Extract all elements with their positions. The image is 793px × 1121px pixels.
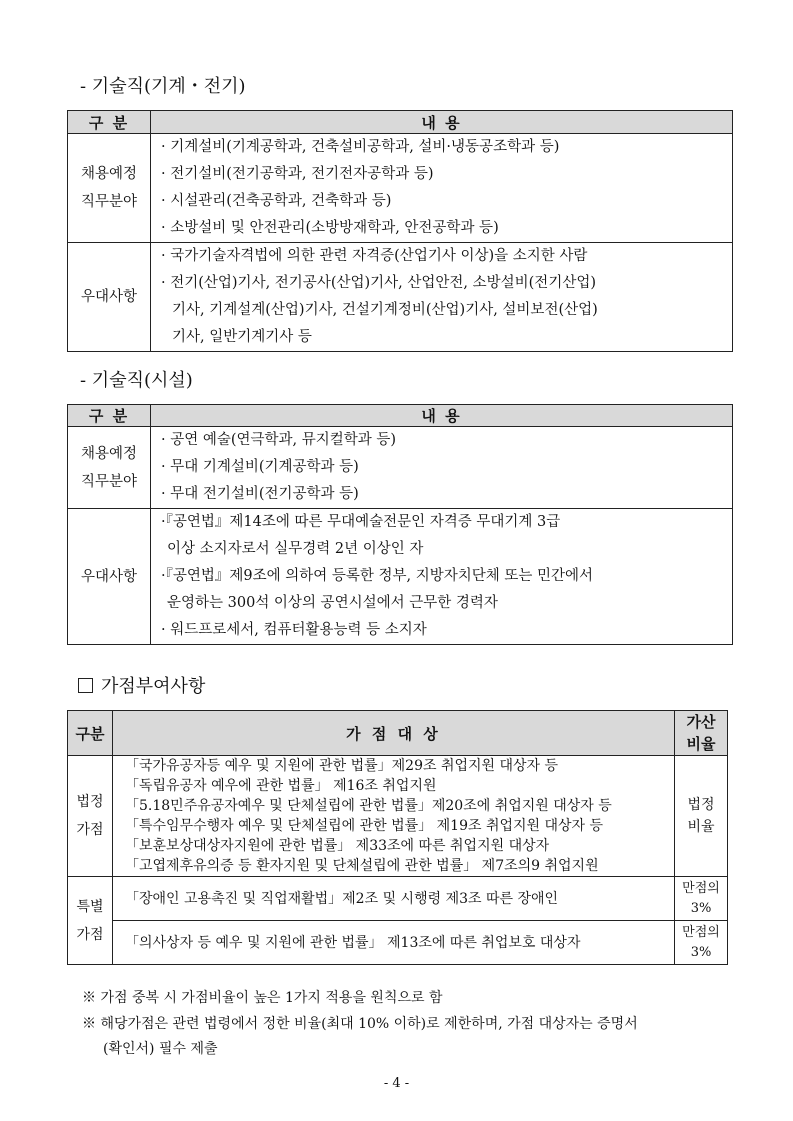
preference-cell xyxy=(151,243,733,352)
row-label-special: 특별 가점 xyxy=(68,877,113,965)
list-item: ·『공연법』제14조에 따른 무대예술전문인 자격증 무대기계 3급 xyxy=(161,514,561,530)
row-label-legal: 법정 가점 xyxy=(68,756,113,877)
job-field-cell xyxy=(151,427,733,509)
section-heading-facility: - 기술직(시설) xyxy=(80,370,193,391)
legal-rate-cell: 법정 비율 xyxy=(675,756,728,877)
list-item: 「독립유공자 예우에 관한 법률」 제16조 취업지원 xyxy=(125,778,437,794)
list-item: 「특수임무수행자 예우 및 단체설립에 관한 법률」 제19조 취업지원 대상자 등 xyxy=(125,818,604,834)
note-duplicate-bonus: ※ 가점 중복 시 가점비율이 높은 1가지 적용을 원칙으로 함 xyxy=(82,990,443,1006)
note-bonus-limit-cont: (확인서) 필수 제출 xyxy=(103,1041,218,1057)
checkbox-square-icon xyxy=(78,678,93,693)
col-header-category: 구분 xyxy=(68,711,113,756)
list-item: 이상 소지자로서 실무경력 2년 이상인 자 xyxy=(167,541,424,557)
list-item: · 공연 예술(연극학과, 뮤지컬학과 등) xyxy=(161,432,397,448)
list-item: 「5.18민주유공자예우 및 단체설립에 관한 법률」제20조에 취업지원 대상자 등 xyxy=(125,798,612,814)
list-item: 「국가유공자등 예우 및 지원에 관한 법률」제29조 취업지원 대상자 등 xyxy=(125,758,559,774)
list-item: · 시설관리(건축공학과, 건축학과 등) xyxy=(161,193,392,209)
section-heading-mechanical-electrical: - 기술직(기계・전기) xyxy=(80,76,246,97)
section-heading-bonus: 가점부여사항 xyxy=(78,672,205,698)
row-label-preference: 우대사항 xyxy=(68,243,151,352)
list-item: · 국가기술자격법에 의한 관련 자격증(산업기사 이상)을 소지한 사람 xyxy=(161,248,588,264)
list-item: · 무대 전기설비(전기공학과 등) xyxy=(161,486,359,502)
special-item: 「장애인 고용촉진 및 직업재활법」제2조 및 시행령 제3조 따른 장애인 xyxy=(113,877,675,921)
col-header-target: 가 점 대 상 xyxy=(113,711,675,756)
row-label-preference: 우대사항 xyxy=(68,509,151,645)
col-header-rate: 가산 비율 xyxy=(675,711,728,756)
row-label-job-field: 채용예정 직무분야 xyxy=(68,427,151,509)
list-item: · 워드프로세서, 컴퓨터활용능력 등 소지자 xyxy=(161,622,427,638)
list-item: · 전기설비(전기공학과, 전기전자공학과 등) xyxy=(161,166,434,182)
page-number: - 4 - xyxy=(383,1076,410,1091)
legal-items-cell xyxy=(113,756,675,877)
list-item: · 전기(산업)기사, 전기공사(산업)기사, 산업안전, 소방설비(전기산업) xyxy=(161,275,596,291)
facility-table xyxy=(67,404,733,645)
special-rate-cell: 만점의 3% xyxy=(675,877,728,921)
mechanical-electrical-table xyxy=(67,110,733,352)
special-item: 「의사상자 등 예우 및 지원에 관한 법률」 제13조에 따른 취업보호 대상자 xyxy=(113,921,675,965)
list-item: ·『공연법』제9조에 의하여 등록한 정부, 지방자치단체 또는 민간에서 xyxy=(161,568,594,584)
special-rate-cell: 만점의 3% xyxy=(675,921,728,965)
col-header-category: 구 분 xyxy=(68,111,151,134)
list-item: 운영하는 300석 이상의 공연시설에서 근무한 경력자 xyxy=(167,595,498,611)
list-item: · 기계설비(기계공학과, 건축설비공학과, 설비·냉동공조학과 등) xyxy=(161,139,560,155)
list-item: · 무대 기계설비(기계공학과 등) xyxy=(161,459,359,475)
col-header-content: 내 용 xyxy=(151,405,733,427)
list-item: 기사, 일반기계기사 등 xyxy=(172,329,312,345)
note-bonus-limit: ※ 해당가점은 관련 법령에서 정한 비율(최대 10% 이하)로 제한하며, 가점 대상자는 증명서 xyxy=(82,1016,638,1032)
bonus-points-table xyxy=(67,710,728,965)
row-label-job-field: 채용예정 직무분야 xyxy=(68,134,151,243)
job-field-cell xyxy=(151,134,733,243)
list-item: · 소방설비 및 안전관리(소방방재학과, 안전공학과 등) xyxy=(161,220,499,236)
list-item: 「보훈보상대상자지원에 관한 법률」 제33조에 따른 취업지원 대상자 xyxy=(125,838,550,854)
preference-cell xyxy=(151,509,733,645)
col-header-content: 내 용 xyxy=(151,111,733,134)
list-item: 기사, 기계설계(산업)기사, 건설기계정비(산업)기사, 설비보전(산업) xyxy=(172,302,598,318)
col-header-category: 구 분 xyxy=(68,405,151,427)
list-item: 「고엽제후유의증 등 환자지원 및 단체설립에 관한 법률」 제7조의9 취업지원 xyxy=(125,858,599,874)
